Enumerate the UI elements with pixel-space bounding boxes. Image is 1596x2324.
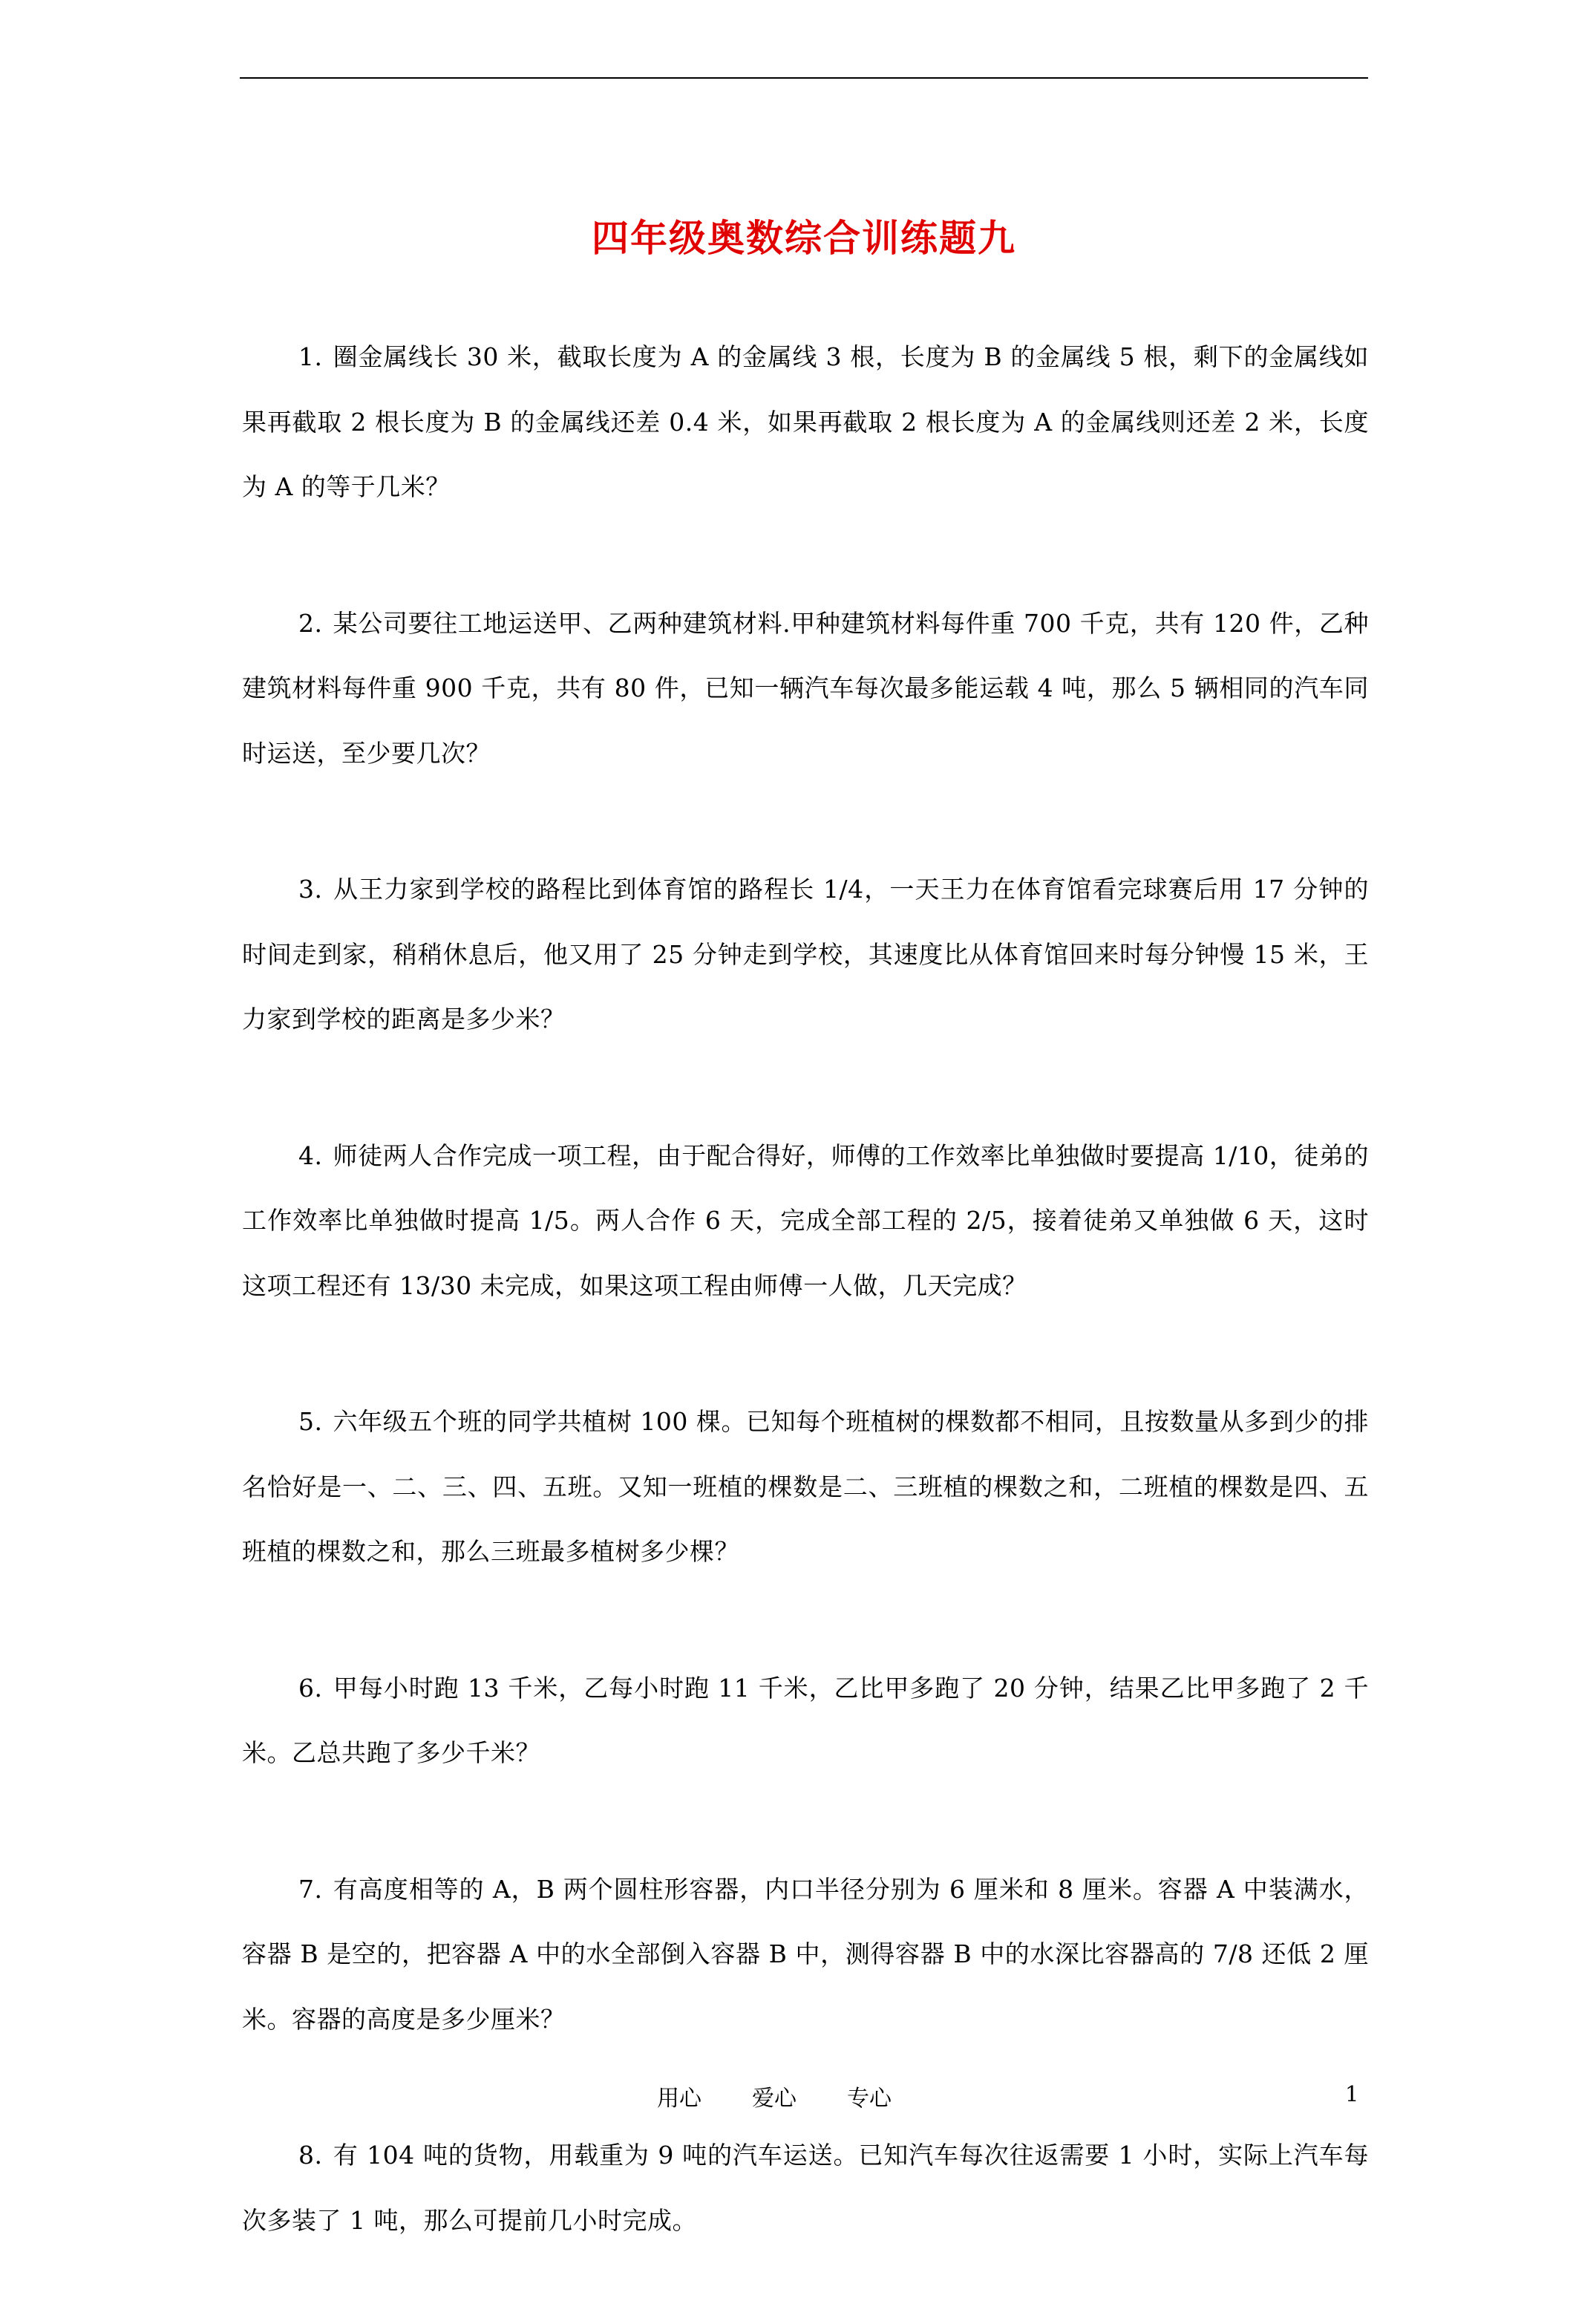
problem-number: 2. (298, 608, 323, 638)
problem-number: 7. (298, 1874, 323, 1904)
problem-5 (242, 1389, 1369, 1584)
problem-1 (242, 324, 1369, 520)
problem-6 (242, 1656, 1369, 1786)
problem-4 (242, 1123, 1369, 1319)
problem-number: 8. (298, 2141, 323, 2170)
problem-2 (242, 591, 1369, 786)
problem-list (242, 324, 1369, 2324)
problem-7 (242, 1857, 1369, 2052)
problem-number: 6. (298, 1673, 323, 1703)
problem-text: 圈金属线长 30 米，截取长度为 A 的金属线 3 根，长度为 B 的金属线 5 根，剩下的金属线如果再截取 2 根长度为 B 的金属线还差 0.4 米，如果再截取 2 根长度为 A 的金属线则还差 2 米，长度为 A 的等于几米？ (242, 342, 1369, 501)
footer-slogan-word: 用心 (657, 2086, 701, 2112)
footer-slogan-word: 爱心 (752, 2086, 797, 2112)
page-title: 四年级奥数综合训练题九 (592, 217, 1016, 260)
problem-number: 3. (298, 875, 323, 904)
problem-8 (242, 2123, 1369, 2253)
problem-text: 有 104 吨的货物，用载重为 9 吨的汽车运送。已知汽车每次往返需要 1 小时，实际上汽车每次多装了 1 吨，那么可提前几小时完成。 (242, 2141, 1369, 2235)
problem-text: 有高度相等的 A，B 两个圆柱形容器，内口半径分别为 6 厘米和 8 厘米。容器 A 中装满水，容器 B 是空的，把容器 A 中的水全部倒入容器 B 中，测得容器 B 中的水深比容器高的 7/8 还低 2 厘米。容器的高度是多少厘米？ (242, 1874, 1369, 2034)
footer-slogan-word: 专心 (847, 2086, 892, 2112)
footer-slogan (657, 2080, 942, 2112)
problem-text: 某公司要往工地运送甲、乙两种建筑材料.甲种建筑材料每件重 700 千克，共有 120 件，乙种建筑材料每件重 900 千克，共有 80 件，已知一辆汽车每次最多能运载 4 吨，那么 5 辆相同的汽车同时运送，至少要几次？ (242, 608, 1369, 768)
problem-text: 从王力家到学校的路程比到体育馆的路程长 1/4，一天王力在体育馆看完球赛后用 17 分钟的时间走到家，稍稍休息后，他又用了 25 分钟走到学校，其速度比从体育馆回来时每分钟慢 15 米，王力家到学校的距离是多少米？ (242, 875, 1369, 1034)
problem-number: 1. (298, 342, 323, 371)
problem-3 (242, 857, 1369, 1052)
header-rule (240, 77, 1368, 79)
problem-number: 4. (298, 1140, 323, 1170)
problem-text: 师徒两人合作完成一项工程，由于配合得好，师傅的工作效率比单独做时要提高 1/10，徒弟的工作效率比单独做时提高 1/5。两人合作 6 天，完成全部工程的 2/5，接着徒弟又单独做 6 天，这时这项工程还有 13/30 未完成，如果这项工程由师傅一人做，几天完成？ (242, 1140, 1369, 1300)
page-number: 1 (1345, 2081, 1359, 2106)
problem-text: 甲每小时跑 13 千米，乙每小时跑 11 千米，乙比甲多跑了 20 分钟，结果乙比甲多跑了 2 千米。乙总共跑了多少千米？ (242, 1673, 1369, 1767)
problem-number: 5. (298, 1407, 323, 1436)
problem-text: 六年级五个班的同学共植树 100 棵。已知每个班植树的棵数都不相同，且按数量从多到少的排名恰好是一、二、三、四、五班。又知一班植的棵数是二、三班植的棵数之和，二班植的棵数是四、五班植的棵数之和，那么三班最多植树多少棵？ (242, 1407, 1369, 1566)
page-footer (0, 2080, 1596, 2124)
